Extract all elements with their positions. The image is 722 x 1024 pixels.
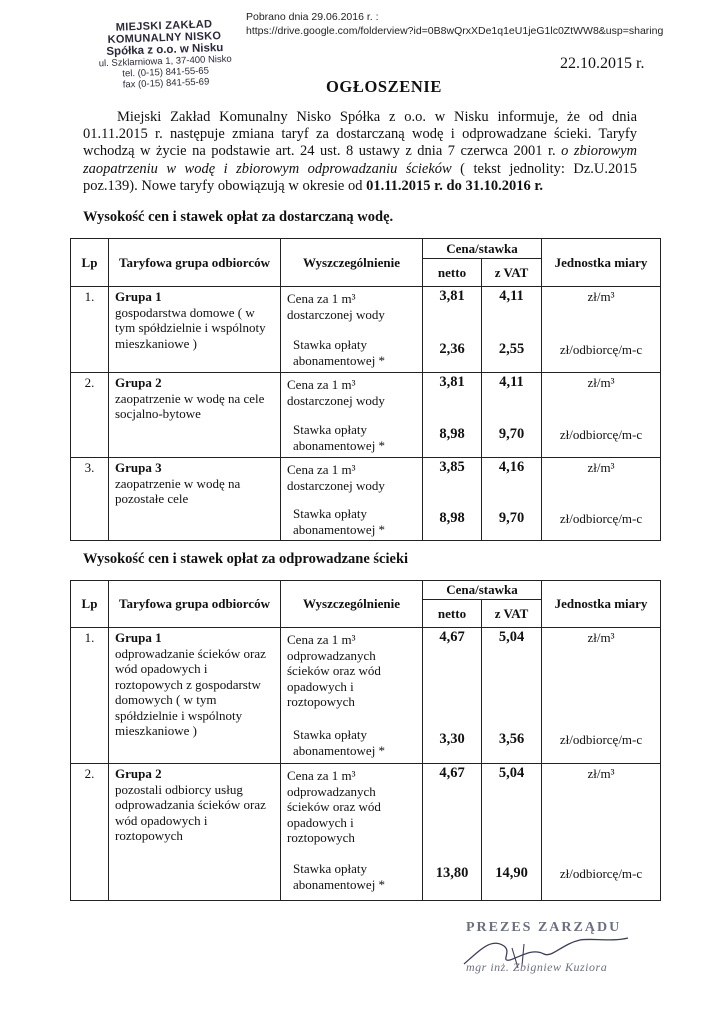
signature-name: mgr inż. Zbigniew Kuziora	[466, 960, 608, 974]
fee-vat: 9,70	[498, 426, 525, 442]
group-name: Grupa 3	[115, 460, 162, 475]
group-name: Grupa 1	[115, 630, 162, 645]
col-price: Cena/stawka	[423, 239, 542, 259]
fee-vat: 9,70	[498, 510, 525, 526]
group-description: odprowadzanie ścieków oraz wód opadowych i roztopowych z gospodarstw domowych ( w tym spółdzielnie i wspólnoty mieszkaniowe )	[115, 645, 266, 738]
col-vat: z VAT	[482, 600, 542, 628]
price-net: 4,67	[439, 629, 465, 645]
col-lp: Lp	[71, 239, 109, 287]
intro-text-1: Miejski Zakład Komunalny Nisko Spółka z o.o. w Nisku informuje, że od dnia 01.11.2015 r. następuje zmiana taryf za dostarczaną wodę i odprowadzane ścieki. Taryfy wchodzą w życie na podstawie art. 24 ust. 8 ustawy z dnia 7 czerwca 2001 r.	[83, 109, 637, 160]
signature-title: PREZES ZARZĄDU	[466, 920, 622, 935]
spec-fee-label: Stawka opłaty abonamentowej *	[293, 506, 386, 537]
price-net: 3,81	[439, 374, 465, 390]
row-number: 2.	[71, 373, 109, 458]
col-net: netto	[423, 600, 482, 628]
intro-paragraph	[83, 109, 637, 195]
fee-net: 8,98	[439, 510, 465, 526]
document-title: OGŁOSZENIE	[326, 77, 443, 96]
sewage-rates-table	[70, 580, 661, 901]
row-number: 2.	[71, 764, 109, 901]
price-vat: 4,11	[499, 374, 524, 390]
water-heading: Wysokość cen i stawek opłat za dostarczaną wodę.	[83, 209, 394, 225]
download-url: https://drive.google.com/folderview?id=0B8wQrxXDe1q1eU1jeG1lc0ZtWW8&usp=sharing	[246, 25, 664, 37]
fee-vat: 3,56	[498, 731, 525, 747]
fee-net: 3,30	[439, 731, 465, 747]
company-stamp	[79, 17, 251, 92]
stamp-fax: fax (0-15) 841-55-69	[122, 76, 210, 91]
price-unit: zł/m³	[587, 766, 615, 781]
stamp-phone: tel. (0-15) 841-55-65	[122, 65, 210, 80]
stamp-company-name: MIEJSKI ZAKŁAD KOMUNALNY NISKO	[107, 18, 222, 46]
spec-fee-label: Stawka opłaty abonamentowej *	[293, 727, 386, 758]
fee-net: 2,36	[439, 341, 465, 357]
spec-fee-label: Stawka opłaty abonamentowej *	[293, 422, 386, 453]
fee-unit: zł/odbiorcę/m-c	[559, 511, 643, 526]
fee-unit: zł/odbiorcę/m-c	[559, 427, 643, 442]
intro-text-2: ( tekst jednolity: Dz.U.2015 poz.139). Nowe taryfy obowiązują w okresie od	[83, 160, 637, 194]
table-row	[71, 764, 661, 901]
group-name: Grupa 1	[115, 289, 162, 304]
col-vat: z VAT	[482, 259, 542, 287]
spec-price-label: Cena za 1 m³ dostarczonej wody	[287, 377, 385, 408]
price-unit: zł/m³	[587, 289, 615, 304]
table-row	[71, 287, 661, 373]
group-description: zaopatrzenie w wodę na cele socjalno-bytowe	[115, 390, 265, 421]
price-net: 4,67	[439, 765, 465, 781]
col-spec: Wyszczególnienie	[281, 239, 423, 287]
spec-price-label: Cena za 1 m³ odprowadzanych ścieków oraz wód opadowych i roztopowych	[287, 632, 381, 709]
col-group: Taryfowa grupa odbiorców	[109, 581, 281, 628]
fee-unit: zł/odbiorcę/m-c	[559, 342, 643, 357]
price-vat: 5,04	[498, 629, 525, 645]
download-note	[246, 10, 716, 38]
group-description: gospodarstwa domowe ( w tym spółdzielnie i wspólnoty mieszkaniowe )	[115, 304, 266, 351]
price-net: 3,85	[439, 459, 465, 475]
download-date: Pobrano dnia 29.06.2016 r. :	[246, 11, 379, 23]
fee-net: 13,80	[435, 865, 469, 881]
price-vat: 5,04	[498, 765, 525, 781]
col-unit: Jednostka miary	[542, 581, 661, 628]
group-description: pozostali odbiorcy usług odprowadzania ścieków oraz wód opadowych i roztopowych	[115, 781, 266, 843]
table-row	[71, 628, 661, 764]
price-unit: zł/m³	[587, 375, 615, 390]
fee-net: 8,98	[439, 426, 465, 442]
spec-price-label: Cena za 1 m³ dostarczonej wody	[287, 462, 385, 493]
intro-act-title: o zbiorowym zaopatrzeniu w wodę i zbiorowym odprowadzaniu ścieków	[83, 143, 637, 177]
fee-unit: zł/odbiorcę/m-c	[559, 866, 643, 881]
price-vat: 4,11	[499, 288, 524, 304]
col-unit: Jednostka miary	[542, 239, 661, 287]
row-number: 1.	[71, 287, 109, 373]
handwritten-signature	[452, 918, 642, 988]
price-unit: zł/m³	[587, 460, 615, 475]
sewage-heading: Wysokość cen i stawek opłat za odprowadzane ścieki	[83, 551, 409, 567]
col-spec: Wyszczególnienie	[281, 581, 423, 628]
row-number: 1.	[71, 628, 109, 764]
col-lp: Lp	[71, 581, 109, 628]
table-row	[71, 458, 661, 541]
stamp-address: ul. Szklarniowa 1, 37-400 Nisko	[98, 53, 232, 70]
intro-validity-period: 01.11.2015 r. do 31.10.2016 r.	[366, 177, 544, 194]
group-name: Grupa 2	[115, 766, 162, 781]
col-net: netto	[423, 259, 482, 287]
document-date: 22.10.2015 r.	[560, 55, 645, 72]
water-rates-table	[70, 238, 661, 541]
spec-price-label: Cena za 1 m³ odprowadzanych ścieków oraz wód opadowych i roztopowych	[287, 768, 381, 845]
col-group: Taryfowa grupa odbiorców	[109, 239, 281, 287]
price-net: 3,81	[439, 288, 465, 304]
table-row	[71, 373, 661, 458]
stamp-company-form: Spółka z o.o. w Nisku	[106, 41, 224, 59]
spec-fee-label: Stawka opłaty abonamentowej *	[293, 861, 386, 892]
row-number: 3.	[71, 458, 109, 541]
signature-block	[452, 918, 642, 988]
fee-vat: 2,55	[498, 341, 525, 357]
price-vat: 4,16	[498, 459, 525, 475]
fee-vat: 14,90	[495, 865, 528, 881]
price-unit: zł/m³	[587, 630, 615, 645]
group-description: zaopatrzenie w wodę na pozostałe cele	[115, 475, 241, 506]
col-price: Cena/stawka	[423, 581, 542, 600]
spec-fee-label: Stawka opłaty abonamentowej *	[293, 337, 386, 368]
fee-unit: zł/odbiorcę/m-c	[559, 732, 643, 747]
spec-price-label: Cena za 1 m³ dostarczonej wody	[287, 291, 385, 322]
group-name: Grupa 2	[115, 375, 162, 390]
